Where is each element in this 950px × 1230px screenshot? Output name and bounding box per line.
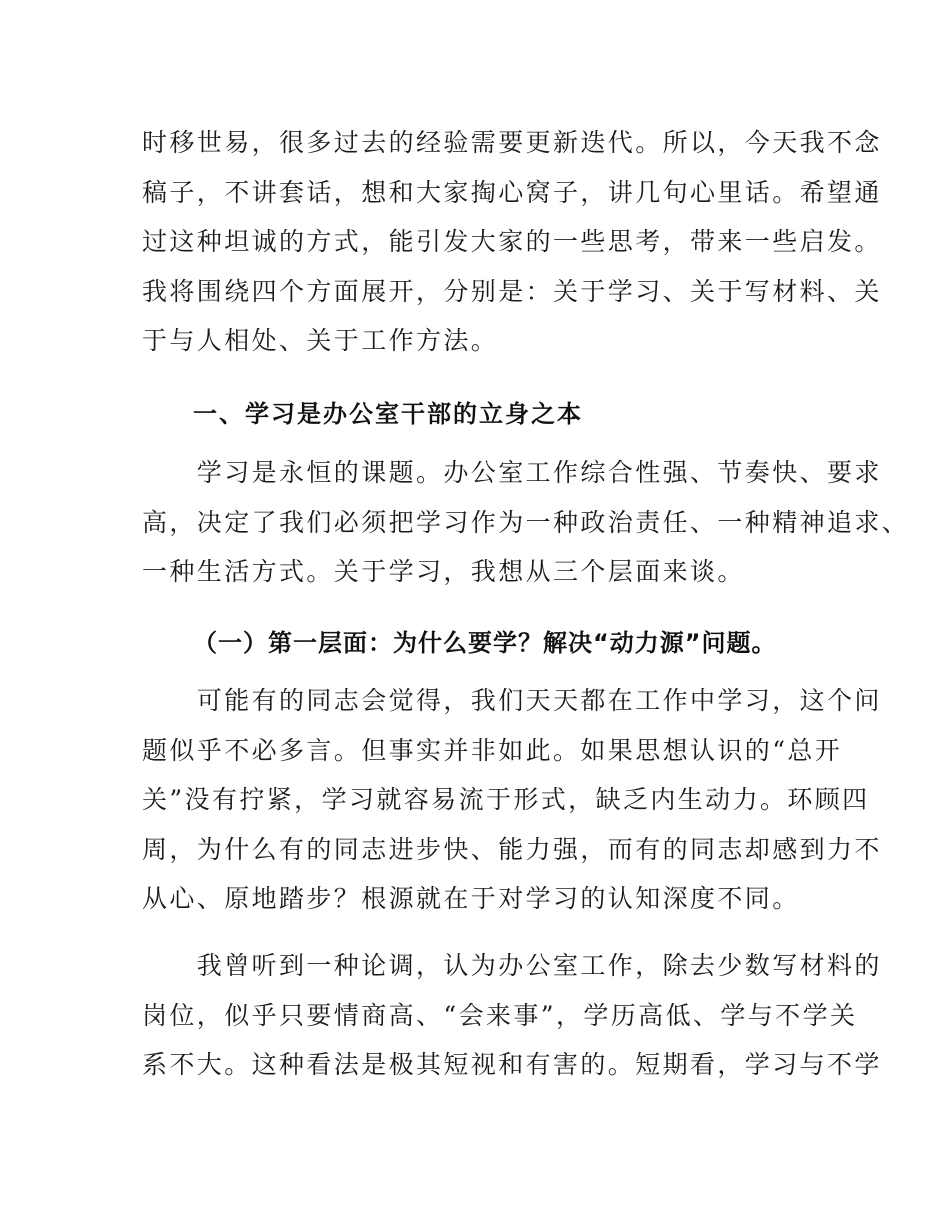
paragraph-line: 稿子，不讲套话，想和大家掏心窝子，讲几句心里话。希望通 [142, 177, 882, 207]
subsection-paragraph [142, 941, 882, 1090]
paragraph-line: 我曾听到一种论调，认为办公室工作，除去少数写材料的 [142, 951, 882, 980]
paragraph-line: 从心、原地踏步？根源就在于对学习的认知深度不同。 [142, 884, 800, 913]
section-heading: 一、学习是办公室干部的立身之本 [193, 400, 583, 428]
paragraph-line: 于与人相处、关于工作方法。 [142, 326, 499, 355]
intro-paragraph [142, 118, 882, 366]
paragraph-line: 关”没有拧紧，学习就容易流于形式，缺乏内生动力。环顾四 [142, 785, 870, 814]
paragraph-line: 过这种坦诚的方式，能引发大家的一些思考，带来一些启发。 [142, 227, 882, 256]
paragraph-line: 一种生活方式。关于学习，我想从三个层面来谈。 [142, 557, 745, 586]
section-paragraph [142, 448, 910, 597]
subsection-heading: （一）第一层面：为什么要学？解决“动力源”问题。 [193, 629, 777, 657]
paragraph-line: 学习是永恒的课题。办公室工作综合性强、节奏快、要求 [142, 458, 882, 487]
paragraph-line: 时移世易，很多过去的经验需要更新迭代。所以，今天我不念 [142, 128, 882, 157]
paragraph-line: 周，为什么有的同志进步快、能力强，而有的同志却感到力不 [142, 834, 882, 864]
paragraph-line: 我将围绕四个方面展开，分别是：关于学习、关于写材料、关 [142, 276, 882, 306]
paragraph-line: 可能有的同志会觉得，我们天天都在工作中学习，这个问 [142, 686, 882, 715]
paragraph-line: 题似乎不必多言。但事实并非如此。如果思想认识的“总开 [142, 735, 843, 765]
paragraph-line: 岗位，似乎只要情商高、“会来事”，学历高低、学与不学关 [142, 1000, 858, 1030]
subsection-paragraph [142, 676, 882, 924]
paragraph-line: 系不大。这种看法是极其短视和有害的。短期看，学习与不学 [142, 1050, 882, 1079]
paragraph-line: 高，决定了我们必须把学习作为一种政治责任、一种精神追求、 [142, 507, 910, 537]
